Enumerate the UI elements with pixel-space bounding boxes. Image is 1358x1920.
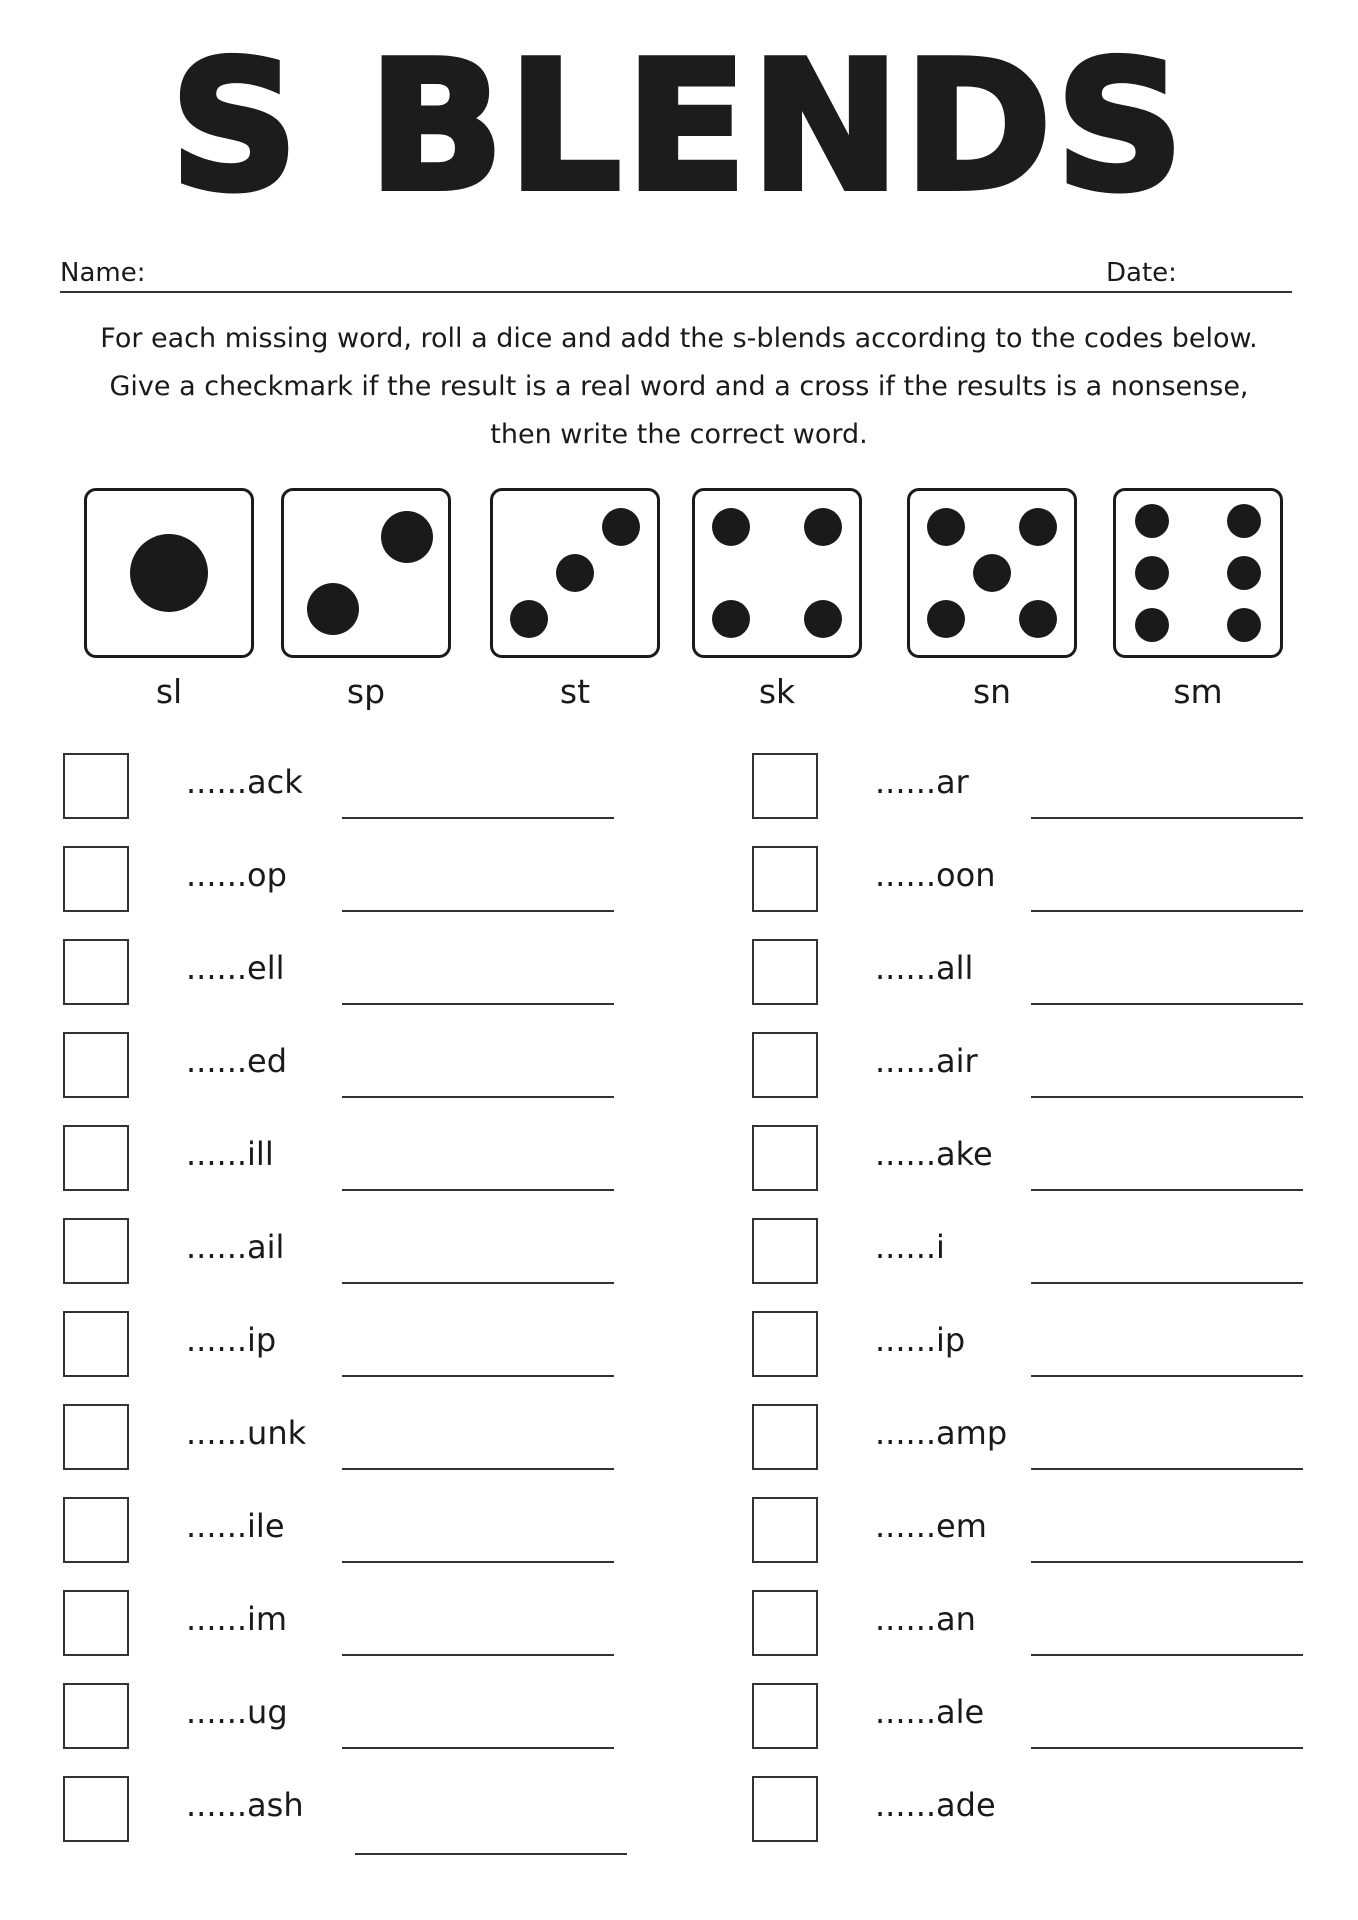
right-exercise-row <box>752 1497 1358 1567</box>
answer-checkbox[interactable] <box>752 1776 818 1842</box>
die-pip <box>804 600 842 638</box>
left-exercise-row <box>63 1218 723 1288</box>
die-face-4 <box>692 488 862 658</box>
left-exercise-row <box>63 1032 723 1102</box>
answer-checkbox[interactable] <box>752 1404 818 1470</box>
die-pip <box>1227 608 1261 642</box>
right-exercise-row <box>752 846 1358 916</box>
left-exercise-row <box>63 1590 723 1660</box>
word-ending: ......ale <box>875 1693 985 1731</box>
die-pip <box>927 508 965 546</box>
word-ending: ......air <box>875 1042 978 1080</box>
left-exercise-row <box>63 1404 723 1474</box>
die-pip <box>510 600 548 638</box>
word-ending: ......oon <box>875 856 996 894</box>
answer-checkbox[interactable] <box>63 1776 129 1842</box>
answer-checkbox[interactable] <box>63 1032 129 1098</box>
die-pip <box>130 534 208 612</box>
right-exercise-row <box>752 753 1358 823</box>
blend-label: sk <box>758 672 796 711</box>
date-label: Date: <box>1106 258 1177 288</box>
right-exercise-row <box>752 1404 1358 1474</box>
instruction-line: Give a checkmark if the result is a real word and a cross if the results is a nonsense, <box>109 371 1249 402</box>
answer-checkbox[interactable] <box>752 753 818 819</box>
die-pip <box>1227 504 1261 538</box>
die-pip <box>1019 600 1057 638</box>
die-pip <box>381 511 433 563</box>
answer-checkbox[interactable] <box>63 753 129 819</box>
answer-line[interactable] <box>1031 1561 1303 1563</box>
word-ending: ......ake <box>875 1135 993 1173</box>
blend-label: sp <box>346 672 386 711</box>
word-ending: ......im <box>186 1600 288 1638</box>
answer-checkbox[interactable] <box>63 1590 129 1656</box>
answer-checkbox[interactable] <box>752 1125 818 1191</box>
answer-checkbox[interactable] <box>63 1404 129 1470</box>
page-title: S BLENDS <box>170 23 1188 230</box>
instruction-line: For each missing word, roll a dice and add the s-blends according to the codes below. <box>100 323 1258 354</box>
die-pip <box>1227 556 1261 590</box>
answer-checkbox[interactable] <box>752 846 818 912</box>
die-pip <box>804 508 842 546</box>
answer-line[interactable] <box>342 1096 614 1098</box>
answer-checkbox[interactable] <box>752 1218 818 1284</box>
left-exercise-row <box>63 939 723 1009</box>
die-pip <box>712 508 750 546</box>
right-exercise-row <box>752 1590 1358 1660</box>
die-face-1 <box>84 488 254 658</box>
answer-checkbox[interactable] <box>752 1311 818 1377</box>
word-ending: ......em <box>875 1507 987 1545</box>
word-ending: ......ack <box>186 763 303 801</box>
blend-label: st <box>559 672 591 711</box>
die-pip <box>712 600 750 638</box>
answer-checkbox[interactable] <box>752 1590 818 1656</box>
right-exercise-row <box>752 1125 1358 1195</box>
answer-line[interactable] <box>1031 1468 1303 1470</box>
right-exercise-row <box>752 1311 1358 1381</box>
right-exercise-row <box>752 1683 1358 1753</box>
right-exercise-row <box>752 1218 1358 1288</box>
left-exercise-row <box>63 1125 723 1195</box>
word-ending: ......ail <box>186 1228 285 1266</box>
word-ending: ......op <box>186 856 287 894</box>
word-ending: ......amp <box>875 1414 1008 1452</box>
word-ending: ......ash <box>186 1786 304 1824</box>
answer-checkbox[interactable] <box>752 939 818 1005</box>
answer-line[interactable] <box>1031 1003 1303 1005</box>
right-exercise-row <box>752 939 1358 1009</box>
die-pip <box>1135 556 1169 590</box>
instructions <box>60 315 1298 459</box>
answer-line[interactable] <box>1031 910 1303 912</box>
answer-line[interactable] <box>342 1561 614 1563</box>
answer-checkbox[interactable] <box>63 1683 129 1749</box>
answer-line[interactable] <box>1031 817 1303 819</box>
word-ending: ......ip <box>875 1321 966 1359</box>
left-exercise-row <box>63 1311 723 1381</box>
answer-line[interactable] <box>1031 1096 1303 1098</box>
answer-line[interactable] <box>1031 1282 1303 1284</box>
answer-line[interactable] <box>342 1747 614 1749</box>
name-date-line[interactable] <box>60 291 1292 293</box>
die-pip <box>307 583 359 635</box>
answer-line[interactable] <box>1031 1375 1303 1377</box>
left-exercise-row <box>63 1497 723 1567</box>
die-pip <box>602 508 640 546</box>
answer-checkbox[interactable] <box>63 1311 129 1377</box>
left-exercise-row <box>63 846 723 916</box>
word-ending: ......ill <box>186 1135 274 1173</box>
left-exercise-row <box>63 1683 723 1753</box>
answer-checkbox[interactable] <box>752 1683 818 1749</box>
word-ending: ......an <box>875 1600 976 1638</box>
die-pip <box>1135 608 1169 642</box>
answer-line[interactable] <box>342 817 614 819</box>
answer-line[interactable] <box>342 1468 614 1470</box>
die-face-2 <box>281 488 451 658</box>
answer-line[interactable] <box>355 1853 627 1855</box>
die-face-3 <box>490 488 660 658</box>
word-ending: ......unk <box>186 1414 307 1452</box>
word-ending: ......ade <box>875 1786 996 1824</box>
answer-line[interactable] <box>342 1189 614 1191</box>
blend-label: sm <box>1173 672 1223 711</box>
answer-checkbox[interactable] <box>63 1497 129 1563</box>
answer-line[interactable] <box>1031 1189 1303 1191</box>
word-ending: ......ile <box>186 1507 285 1545</box>
word-ending: ......ed <box>186 1042 288 1080</box>
word-ending: ......ug <box>186 1693 288 1731</box>
right-exercise-row <box>752 1032 1358 1102</box>
word-ending: ......i <box>875 1228 945 1266</box>
instruction-line: then write the correct word. <box>490 419 868 450</box>
answer-checkbox[interactable] <box>63 1125 129 1191</box>
left-exercise-row <box>63 753 723 823</box>
answer-line[interactable] <box>1031 1747 1303 1749</box>
die-face-6 <box>1113 488 1283 658</box>
answer-line[interactable] <box>342 1654 614 1656</box>
right-exercise-row <box>752 1776 1358 1846</box>
die-pip <box>1019 508 1057 546</box>
answer-line[interactable] <box>342 1003 614 1005</box>
die-pip <box>927 600 965 638</box>
blend-label: sl <box>155 672 183 711</box>
word-ending: ......ar <box>875 763 969 801</box>
die-pip <box>556 554 594 592</box>
die-pip <box>1135 504 1169 538</box>
die-pip <box>973 554 1011 592</box>
word-ending: ......all <box>875 949 974 987</box>
word-ending: ......ell <box>186 949 285 987</box>
answer-line[interactable] <box>342 910 614 912</box>
answer-checkbox[interactable] <box>63 846 129 912</box>
word-ending: ......ip <box>186 1321 277 1359</box>
die-face-5 <box>907 488 1077 658</box>
answer-checkbox[interactable] <box>63 939 129 1005</box>
name-label: Name: <box>60 258 146 288</box>
answer-line[interactable] <box>1031 1654 1303 1656</box>
blend-label: sn <box>972 672 1012 711</box>
answer-checkbox[interactable] <box>752 1497 818 1563</box>
answer-line[interactable] <box>342 1282 614 1284</box>
left-exercise-row <box>63 1776 723 1846</box>
answer-checkbox[interactable] <box>63 1218 129 1284</box>
answer-line[interactable] <box>342 1375 614 1377</box>
answer-checkbox[interactable] <box>752 1032 818 1098</box>
